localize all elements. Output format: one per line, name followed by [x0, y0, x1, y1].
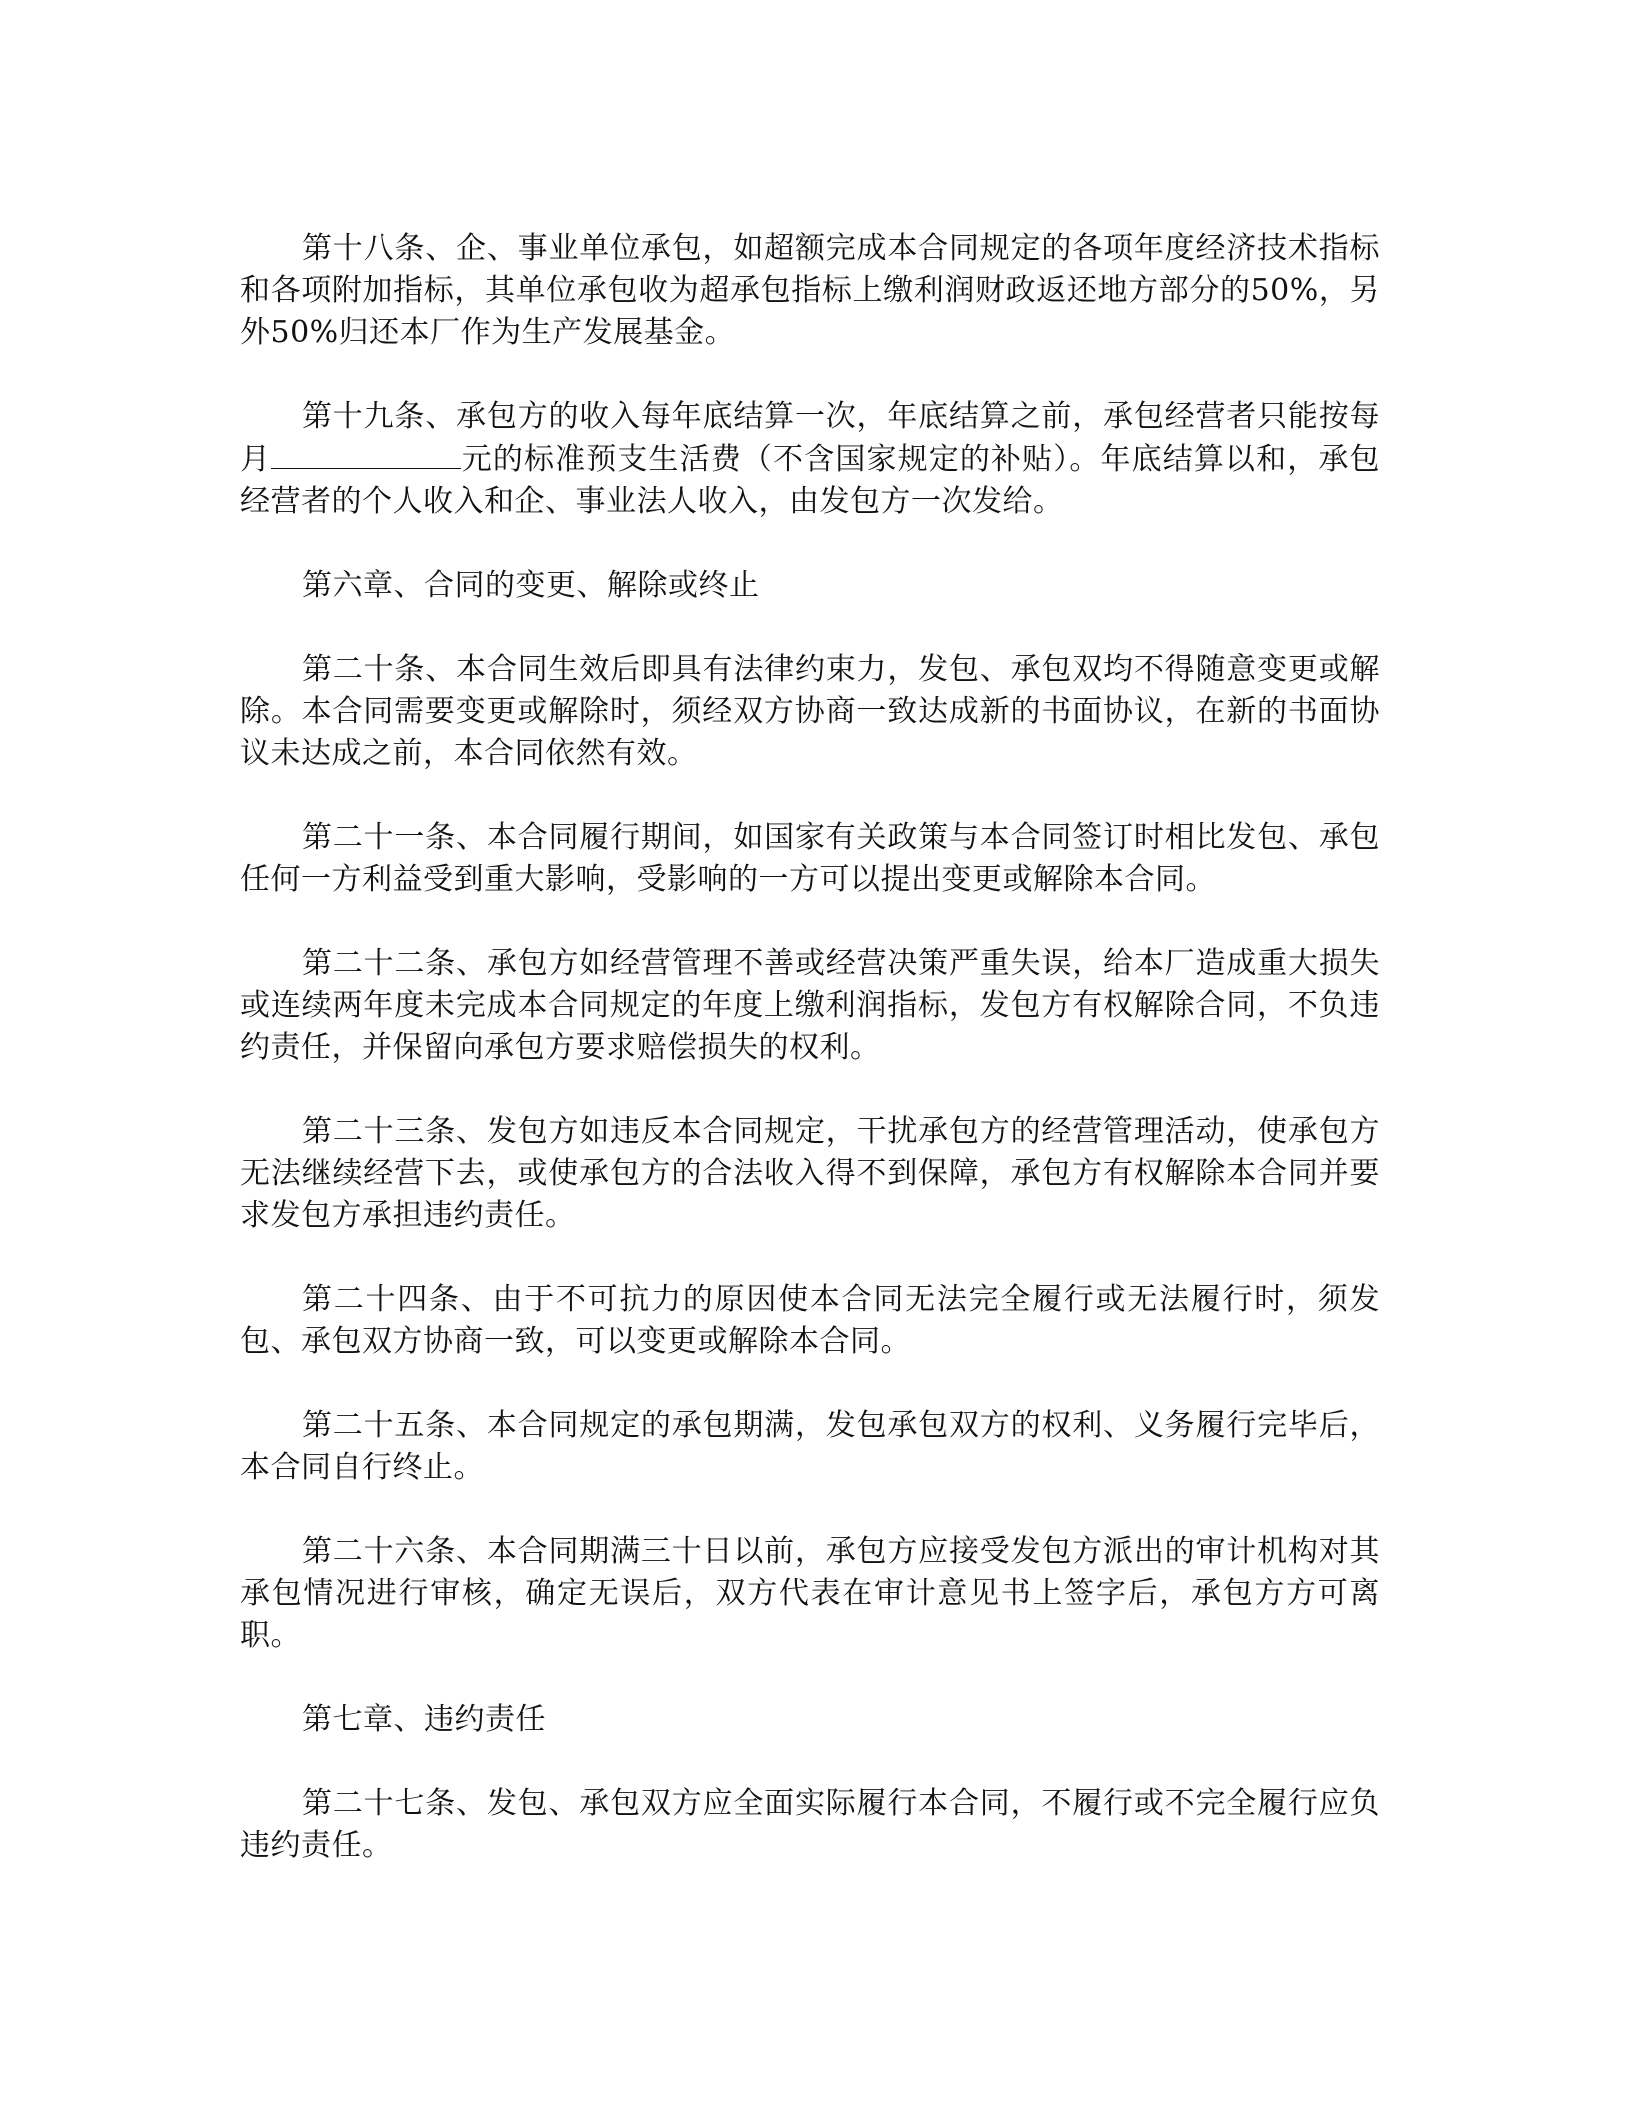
article-26: 第二十六条、本合同期满三十日以前，承包方应接受发包方派出的审计机构对其承包情况进行审核，确定无误后，双方代表在审计意见书上签字后，承包方方可离职。 — [240, 1534, 1380, 1653]
article-18: 第十八条、企、事业单位承包，如超额完成本合同规定的各项年度经济技术指标和各项附加指标，其单位承包收为超承包指标上缴利润财政返还地方部分的50%，另外50%归还本厂作为生产发展基金。 — [240, 231, 1380, 350]
article-19 — [240, 396, 1380, 523]
article-19-text-before: 第十九条、承包方的收入每年底结算一次，年底结算之前，承包经营者只能按每月 — [240, 399, 1380, 477]
article-24: 第二十四条、由于不可抗力的原因使本合同无法完全履行或无法履行时，须发包、承包双方协商一致，可以变更或解除本合同。 — [240, 1282, 1380, 1359]
article-25: 第二十五条、本合同规定的承包期满，发包承包双方的权利、义务履行完毕后，本合同自行终止。 — [240, 1408, 1380, 1485]
chapter-7-heading: 第七章、违约责任 — [302, 1702, 546, 1737]
article-19-text-after: 元的标准预支生活费（不含国家规定的补贴）。年底结算以和，承包经营者的个人收入和企、事业法人收入，由发包方一次发给。 — [240, 442, 1381, 519]
article-20: 第二十条、本合同生效后即具有法律约束力，发包、承包双均不得随意变更或解除。本合同需要变更或解除时，须经双方协商一致达成新的书面协议，在新的书面协议未达成之前，本合同依然有效。 — [240, 652, 1380, 771]
article-22: 第二十二条、承包方如经营管理不善或经营决策严重失误，给本厂造成重大损失或连续两年度未完成本合同规定的年度上缴利润指标，发包方有权解除合同，不负违约责任，并保留向承包方要求赔偿损失的权利。 — [240, 946, 1380, 1065]
chapter-6-heading: 第六章、合同的变更、解除或终止 — [302, 568, 760, 603]
article-21: 第二十一条、本合同履行期间，如国家有关政策与本合同签订时相比发包、承包任何一方利益受到重大影响，受影响的一方可以提出变更或解除本合同。 — [240, 820, 1380, 897]
monthly-amount-blank — [271, 438, 461, 469]
article-23: 第二十三条、发包方如违反本合同规定，干扰承包方的经营管理活动，使承包方无法继续经营下去，或使承包方的合法收入得不到保障，承包方有权解除本合同并要求发包方承担违约责任。 — [240, 1114, 1380, 1233]
article-27: 第二十七条、发包、承包双方应全面实际履行本合同，不履行或不完全履行应负违约责任。 — [240, 1786, 1380, 1863]
document-body — [240, 228, 1380, 1909]
